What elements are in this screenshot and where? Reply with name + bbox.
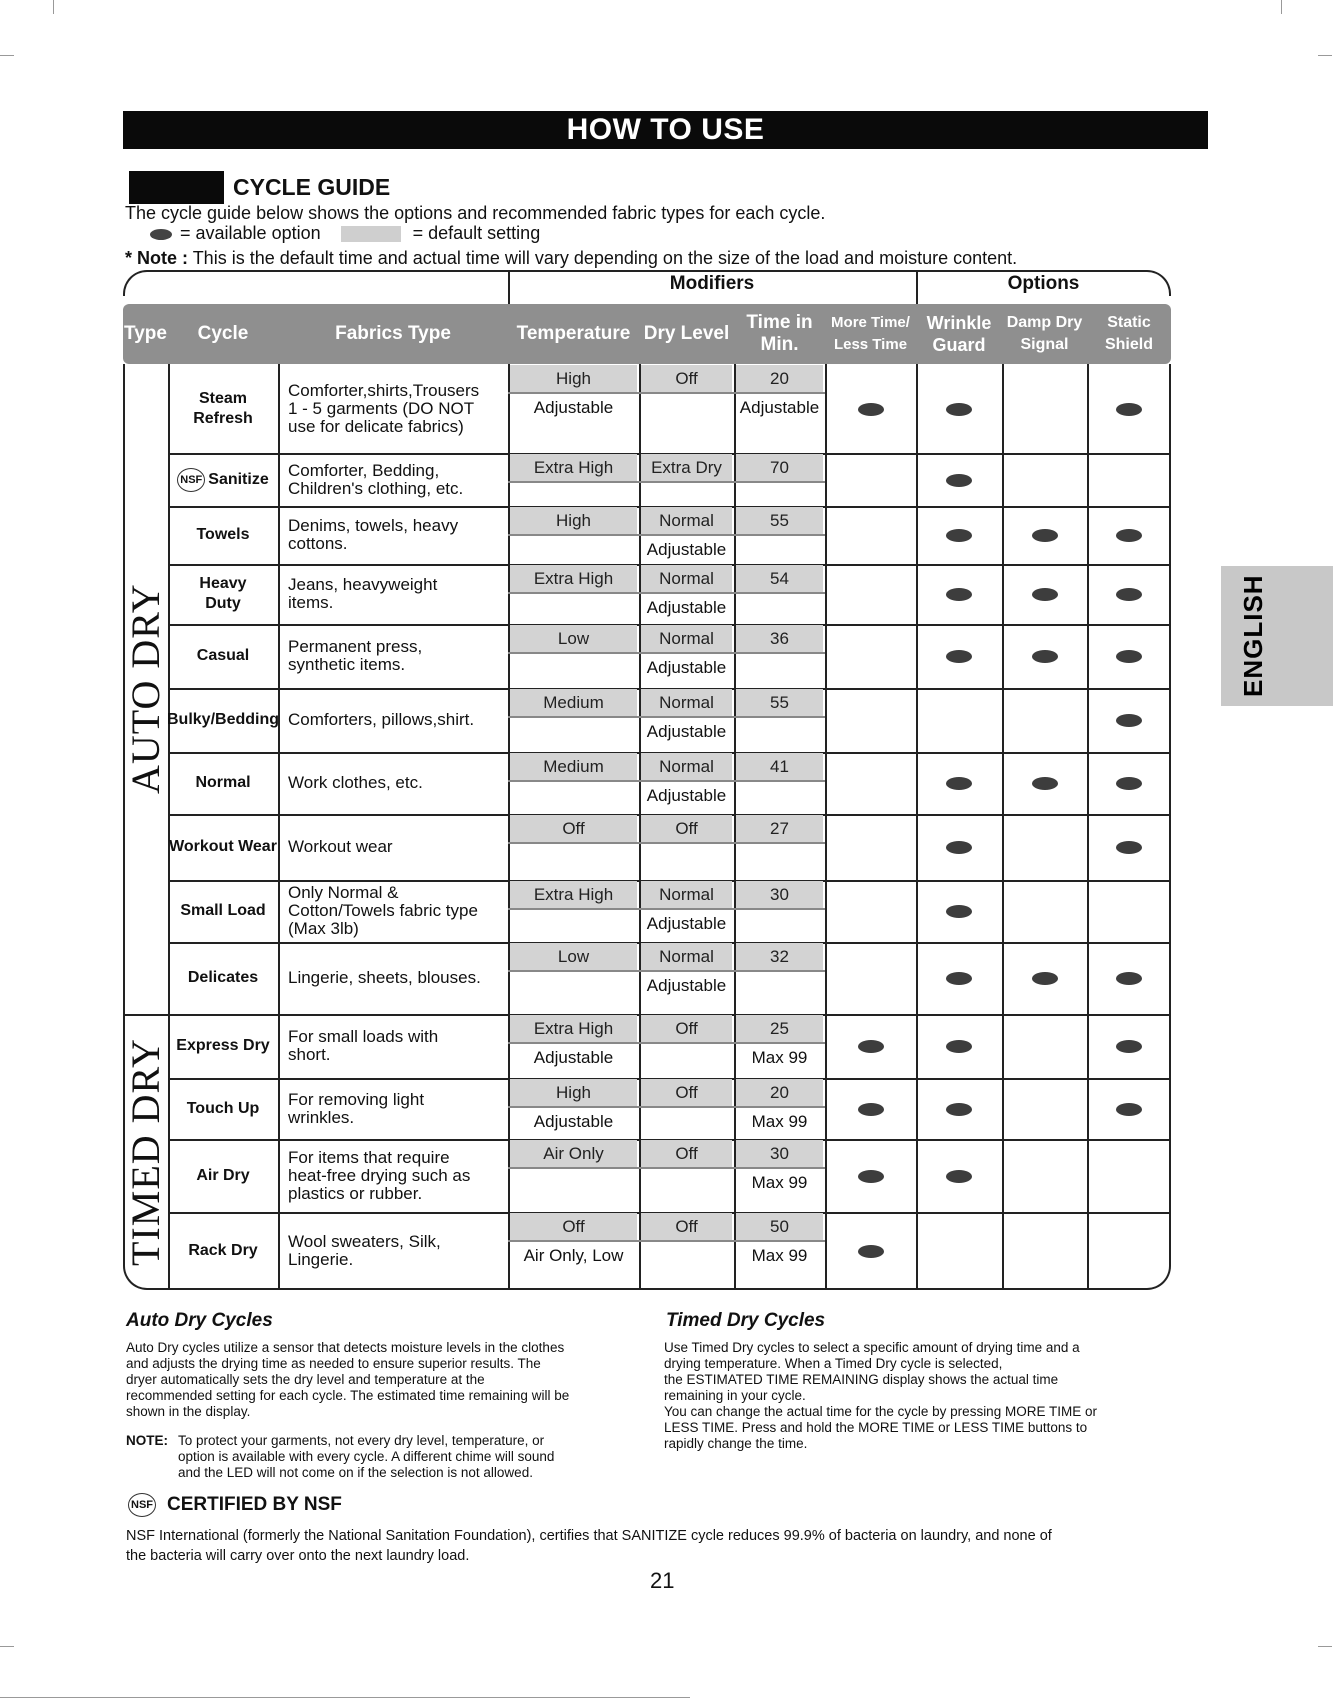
time-default: 36 <box>736 625 823 652</box>
fabric-line: synthetic items. <box>288 655 406 674</box>
dry-level-default: Normal <box>641 507 732 534</box>
header-fabrics: Fabrics Type <box>335 323 451 344</box>
time-default: 20 <box>736 365 823 392</box>
dry-level-adjustable: Adjustable <box>646 597 727 617</box>
fabric-type <box>288 942 508 1014</box>
fabric-line: Comforter, Bedding, <box>288 460 440 480</box>
available-option-dot-icon <box>1116 588 1142 601</box>
cycle-name <box>168 1139 278 1212</box>
available-option-dot-icon <box>946 403 972 416</box>
dry-level-default: Off <box>641 815 732 842</box>
cycle-label: Workout Wear <box>169 838 277 855</box>
heading-block <box>129 171 224 204</box>
available-option-dot-icon <box>946 588 972 601</box>
dry-level-default: Extra Dry <box>641 454 732 481</box>
time-default: 27 <box>736 815 823 842</box>
cycle-name <box>168 624 278 688</box>
temperature-default: Medium <box>510 689 637 716</box>
temperature-default: Extra High <box>510 565 637 592</box>
fabric-line: Permanent press, <box>288 637 423 656</box>
fabric-line: Lingerie, sheets, blouses. <box>288 968 481 987</box>
temperature-default: Off <box>510 1213 637 1240</box>
time-default: 30 <box>736 881 823 908</box>
certified-title: CERTIFIED BY NSF <box>167 1494 342 1515</box>
fabric-line: heat-free drying such as <box>288 1165 471 1185</box>
available-option-dot-icon <box>946 841 972 854</box>
fabric-line: Cotton/Towels fabric type <box>288 901 478 920</box>
crop-mark <box>0 55 14 56</box>
available-option-dot-icon <box>1116 403 1142 416</box>
legend-available: = available option <box>180 223 321 243</box>
fabric-line: Denims, towels, heavy <box>288 516 459 535</box>
available-option-dot-icon <box>946 972 972 985</box>
temperature-default: High <box>510 507 637 534</box>
crop-mark <box>0 1646 14 1647</box>
note <box>125 247 1017 269</box>
fabric-line: wrinkles. <box>288 1107 355 1127</box>
temperature-default: High <box>510 365 637 392</box>
column-divider <box>1002 364 1004 1290</box>
header-type: Type <box>124 323 167 344</box>
time-adjustable: Adjustable <box>739 397 820 417</box>
auto-dry-title: Auto Dry Cycles <box>126 1310 273 1331</box>
available-option-dot-icon <box>946 529 972 542</box>
header-static-shield: Static Shield <box>1104 314 1153 353</box>
time-default: 41 <box>736 753 823 780</box>
temperature-default: Medium <box>510 753 637 780</box>
cycle-name <box>168 364 278 453</box>
cycle-label: Steam Refresh <box>193 389 253 427</box>
available-option-dot-icon <box>858 1170 884 1183</box>
fabric-line: short. <box>288 1045 331 1064</box>
cycle-label: Bulky/Bedding <box>167 711 280 728</box>
header-cycle: Cycle <box>197 323 249 344</box>
legend-default: = default setting <box>412 223 541 243</box>
note-label: NOTE: <box>126 1433 168 1448</box>
cycle-name <box>168 1014 278 1078</box>
fabric-line: Wool sweaters, Silk, <box>288 1232 441 1251</box>
options-label: Options <box>1007 273 1080 294</box>
page-number: 21 <box>650 1568 675 1593</box>
fabric-line: cottons. <box>288 534 348 553</box>
cycle-label: Touch Up <box>186 1099 260 1117</box>
cycle-guide-table <box>123 270 1171 1290</box>
nsf-logo-icon: NSF <box>177 468 205 492</box>
cycle-label: Sanitize <box>208 470 269 488</box>
cycle-name <box>168 814 278 880</box>
available-option-dot-icon <box>858 1040 884 1053</box>
fabric-type <box>288 880 508 942</box>
cycle-name <box>168 688 278 752</box>
cycle-label: Express Dry <box>176 1037 270 1054</box>
fabric-line: Work clothes, etc. <box>288 773 423 792</box>
dry-level-default: Off <box>641 365 732 392</box>
available-option-dot-icon <box>150 229 172 240</box>
cycle-name <box>168 752 278 814</box>
temperature-adjustable: Adjustable <box>533 1047 614 1067</box>
default-setting-swatch <box>341 226 401 242</box>
temperature-default: Extra High <box>510 454 637 481</box>
available-option-dot-icon <box>858 403 884 416</box>
available-option-dot-icon <box>1116 714 1142 727</box>
time-default: 20 <box>736 1079 823 1106</box>
available-option-dot-icon <box>946 474 972 487</box>
fabric-line: Jeans, heavyweight <box>288 575 438 594</box>
dry-level-adjustable: Adjustable <box>646 721 727 741</box>
cycle-label: Towels <box>196 526 250 543</box>
column-divider <box>1087 364 1089 1290</box>
fabric-type <box>288 814 508 880</box>
cycle-label: Casual <box>196 647 250 664</box>
nsf-logo-icon: NSF <box>128 1493 156 1517</box>
temperature-adjustable: Air Only, Low <box>523 1245 624 1265</box>
time-default: 32 <box>736 943 823 970</box>
column-divider <box>278 364 280 1290</box>
dry-level-default: Normal <box>641 689 732 716</box>
cycle-name <box>168 1212 278 1290</box>
time-default: 50 <box>736 1213 823 1240</box>
time-default: 55 <box>736 507 823 534</box>
timed-dry-label: TIMED DRY <box>123 1038 168 1266</box>
fabric-type <box>288 506 508 564</box>
fabric-line: Comforter,shirts,Trousers <box>288 380 480 400</box>
temperature-default: Air Only <box>510 1140 637 1167</box>
timed-dry-title: Timed Dry Cycles <box>666 1310 826 1331</box>
timed-dry-text: Use Timed Dry cycles to select a specific amount of drying time and a drying temperature. When a Timed Dry cycle is selected, the ESTIMATED TIME REMAINING display shows the actual time remaining in your cycle. You can change the actual time for the cycle by pressing MORE TIME or LESS TIME. Press and hold the MORE TIME or LESS TIME buttons to rapidly change the time. <box>664 1340 1097 1451</box>
available-option-dot-icon <box>1116 1103 1142 1116</box>
temperature-adjustable: Adjustable <box>533 1111 614 1131</box>
dry-level-default: Off <box>641 1079 732 1106</box>
fabric-line: Comforters, pillows,shirt. <box>288 710 475 729</box>
cycle-name <box>168 942 278 1014</box>
fabric-line: use for delicate fabrics) <box>288 416 464 436</box>
auto-dry-note: NOTE: To protect your garments, not every dry level, temperature, or option is available with every cycle. A different chime will sound and the LED will not come on if the selection is not allowed. <box>126 1433 555 1480</box>
auto-dry-text: Auto Dry cycles utilize a sensor that detects moisture levels in the clothes and adjusts the drying time as needed to ensure superior results. The dryer automatically sets the dry level and temperature at the recommended setting for each cycle. The estimated time remaining will be shown in the display. <box>126 1340 570 1419</box>
section-title: CYCLE GUIDE <box>233 174 391 200</box>
fabric-line: Children's clothing, etc. <box>288 478 464 498</box>
dry-level-default: Normal <box>641 881 732 908</box>
available-option-dot-icon <box>946 905 972 918</box>
fabric-type <box>288 1078 508 1139</box>
fabric-type <box>288 752 508 814</box>
available-option-dot-icon <box>1032 972 1058 985</box>
available-option-dot-icon <box>1032 529 1058 542</box>
modifiers-label: Modifiers <box>669 273 755 294</box>
available-option-dot-icon <box>1032 588 1058 601</box>
cycle-label: Small Load <box>180 902 266 919</box>
cycle-name <box>168 564 278 624</box>
dry-level-adjustable: Adjustable <box>646 913 727 933</box>
time-adjustable: Max 99 <box>751 1047 808 1067</box>
legend <box>150 222 540 244</box>
available-option-dot-icon <box>858 1103 884 1116</box>
fabric-line: plastics or rubber. <box>288 1183 423 1203</box>
header-dry-level: Dry Level <box>643 323 730 344</box>
column-divider <box>825 364 827 1290</box>
cycle-name <box>168 880 278 942</box>
fabric-type <box>288 688 508 752</box>
note-text: This is the default time and actual time will vary depending on the size of the load and moisture content. <box>192 248 1018 268</box>
cycle-label: Normal <box>195 774 251 791</box>
time-default: 25 <box>736 1015 823 1042</box>
temperature-default: Off <box>510 815 637 842</box>
certified-heading <box>128 1493 342 1517</box>
cycle-name <box>168 1078 278 1139</box>
header-temperature: Temperature <box>516 323 631 344</box>
header-more-less-time: More Time/ Less Time <box>831 314 910 353</box>
available-option-dot-icon <box>946 650 972 663</box>
available-option-dot-icon <box>946 1040 972 1053</box>
temperature-default: Extra High <box>510 1015 637 1042</box>
fabric-line: (Max 3lb) <box>288 919 359 938</box>
dry-level-default: Normal <box>641 753 732 780</box>
time-default: 30 <box>736 1140 823 1167</box>
fabric-line: For small loads with <box>288 1027 439 1046</box>
fabric-line: For items that require <box>288 1147 450 1167</box>
crop-mark <box>1318 55 1332 56</box>
dry-level-adjustable: Adjustable <box>646 657 727 677</box>
dry-level-adjustable: Adjustable <box>646 785 727 805</box>
cycle-label: Heavy <box>199 575 247 592</box>
dry-level-default: Normal <box>641 943 732 970</box>
certified-text: NSF International (formerly the National Sanitation Foundation), certifies that SANITIZE cycle reduces 99.9% of bacteria on laundry, and none of the bacteria will carry over onto the next laundry load. <box>126 1528 1052 1564</box>
available-option-dot-icon <box>1116 529 1142 542</box>
language-tab-label: ENGLISH <box>1238 574 1268 698</box>
fabric-type <box>288 1139 508 1212</box>
fabric-line: 1 - 5 garments (DO NOT <box>288 398 475 418</box>
language-tab[interactable] <box>1221 566 1333 706</box>
available-option-dot-icon <box>1032 777 1058 790</box>
header-damp-dry-signal: Damp Dry Signal <box>1006 314 1083 353</box>
temperature-default: Low <box>510 943 637 970</box>
temperature-default: High <box>510 1079 637 1106</box>
fabric-type <box>288 364 508 453</box>
cycle-label: Rack Dry <box>188 1242 258 1259</box>
cycle-label: Delicates <box>187 969 259 986</box>
dry-level-adjustable: Adjustable <box>646 539 727 559</box>
fabric-type <box>288 624 508 688</box>
cycle-label: Air Dry <box>196 1166 250 1184</box>
temperature-default: Low <box>510 625 637 652</box>
intro-text: The cycle guide below shows the options and recommended fabric types for each cycle. <box>125 203 826 223</box>
available-option-dot-icon <box>1032 650 1058 663</box>
crop-mark <box>1281 0 1282 14</box>
dry-level-adjustable: Adjustable <box>646 975 727 995</box>
fabric-line: Workout wear <box>288 837 393 856</box>
crop-mark <box>1318 1646 1332 1647</box>
available-option-dot-icon <box>1116 777 1142 790</box>
fabric-type <box>288 564 508 624</box>
time-adjustable: Max 99 <box>751 1172 808 1192</box>
time-adjustable: Max 99 <box>751 1111 808 1131</box>
available-option-dot-icon <box>1116 650 1142 663</box>
fabric-line: items. <box>288 593 334 612</box>
time-default: 70 <box>736 454 823 481</box>
dry-level-default: Normal <box>641 565 732 592</box>
dry-level-default: Normal <box>641 625 732 652</box>
auto-dry-label: AUTO DRY <box>123 583 168 795</box>
available-option-dot-icon <box>1116 1040 1142 1053</box>
section-heading <box>129 171 390 204</box>
time-default: 54 <box>736 565 823 592</box>
fabric-type <box>288 1212 508 1290</box>
available-option-dot-icon <box>946 1170 972 1183</box>
header-time: Time in Min. <box>746 312 813 355</box>
fabric-line: Only Normal & <box>288 883 399 902</box>
temperature-adjustable: Adjustable <box>533 397 614 417</box>
available-option-dot-icon <box>1116 841 1142 854</box>
cycle-name <box>168 506 278 564</box>
fabric-type <box>288 453 508 506</box>
page-banner: HOW TO USE <box>123 111 1208 149</box>
cell-split <box>508 842 825 844</box>
crop-mark <box>0 1697 690 1698</box>
time-adjustable: Max 99 <box>751 1245 808 1265</box>
available-option-dot-icon <box>946 777 972 790</box>
column-divider <box>916 364 918 1290</box>
cycle-name <box>168 453 278 506</box>
note-label: * Note : <box>125 248 188 268</box>
available-option-dot-icon <box>858 1245 884 1258</box>
fabric-type <box>288 1014 508 1078</box>
fabric-line: Lingerie. <box>288 1250 354 1269</box>
dry-level-default: Off <box>641 1213 732 1240</box>
dry-level-default: Off <box>641 1015 732 1042</box>
fabric-line: For removing light <box>288 1089 425 1109</box>
dry-level-default: Off <box>641 1140 732 1167</box>
available-option-dot-icon <box>946 1103 972 1116</box>
header-wrinkle-guard: Wrinkle Guard <box>926 313 992 355</box>
crop-mark <box>53 0 54 14</box>
cell-split <box>508 481 825 483</box>
temperature-default: Extra High <box>510 881 637 908</box>
available-option-dot-icon <box>1116 972 1142 985</box>
time-default: 55 <box>736 689 823 716</box>
cycle-label: Duty <box>205 595 241 612</box>
